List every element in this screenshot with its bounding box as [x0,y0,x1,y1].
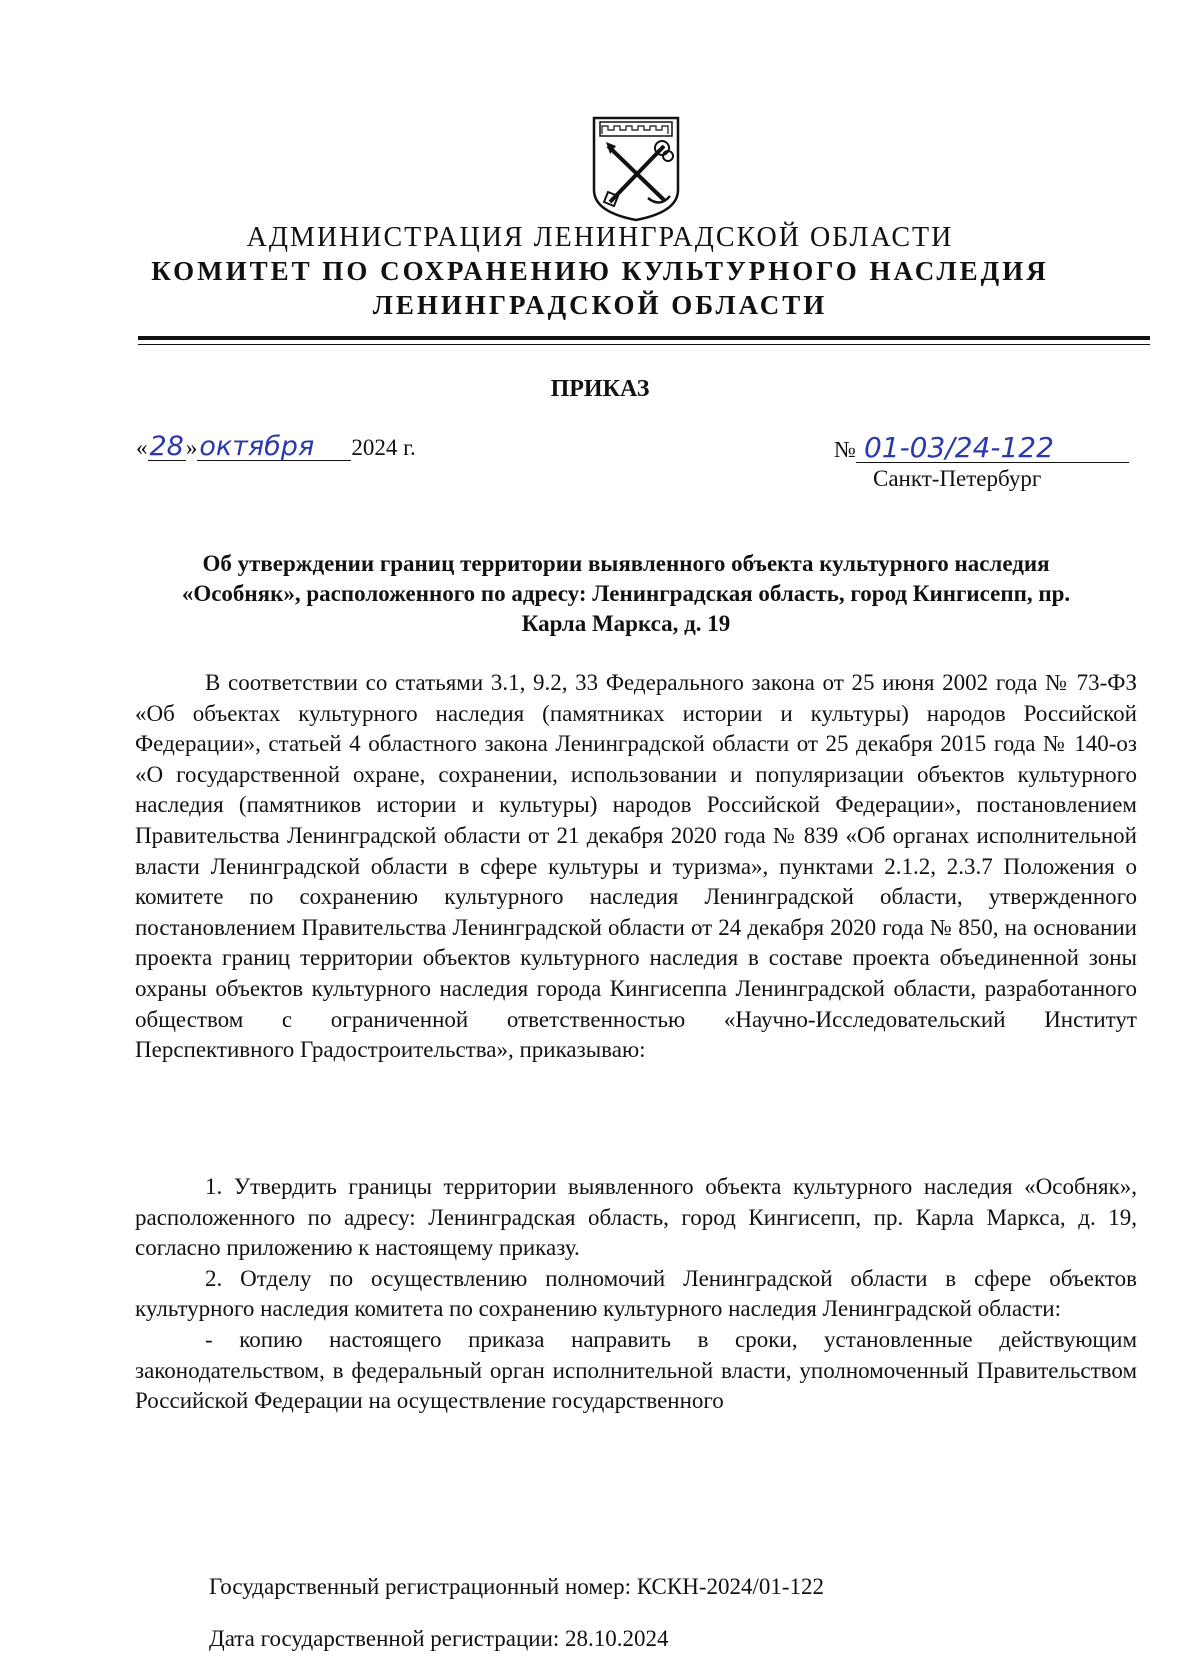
issue-city: Санкт-Петербург [873,466,1042,491]
order-item-2-sub: - копию настоящего приказа направить в сроки, установленные действующим законодательством, в федеральный орган исполнительной власти, уполномоченный Правительством Российской Федерации на осуществление государственного [135,1326,1137,1414]
order-item-1: 1. Утвердить границы территории выявленного объекта культурного наследия «Особняк», расположенного по адресу: Ленинградская область, город Кингисепп, пр. Карла Маркса, д. 19, согласно приложению к настоящему приказу. [135,1174,1137,1261]
coat-of-arms-icon [588,112,684,224]
committee-name-line1: КОМИТЕТ ПО СОХРАНЕНИЮ КУЛЬТУРНОГО НАСЛЕДИЯ [151,256,1049,286]
registration-date: Дата государственной регистрации: 28.10.2024 [209,1626,669,1651]
header-divider-thick [138,336,1150,340]
order-date [136,431,416,462]
header-divider-thin [138,344,1150,345]
date-year: 2024 г. [351,435,416,460]
order-item-2: 2. Отделу по осуществлению полномочий Ленинградской области в сфере объектов культурного наследия комитета по сохранению культурного наследия Ленинградской области: [135,1265,1137,1322]
date-open-quote: « [136,435,148,460]
number-sign: № [834,437,856,462]
registration-number: Государственный регистрационный номер: КСКН-2024/01-122 [209,1574,825,1599]
date-close-quote: » [185,435,198,460]
preamble-paragraph [135,668,1137,1066]
date-day-handwritten: 28 [149,431,184,462]
committee-name-line2: ЛЕНИНГРАДСКОЙ ОБЛАСТИ [372,290,828,320]
preamble-text: В соответствии со статьями 3.1, 9.2, 33 Федерального закона от 25 июня 2002 года № 73-ФЗ «Об объектах культурного наследия (памятниках истории и культуры) народов Российской Федерации», статьей 4 областного закона Ленинградской области от 25 декабря 2015 года № 140-оз «О государственной охране, сохранении, использовании и популяризации объектов культурного наследия (памятников истории и культуры) народов Российской Федерации», постановлением Правительства Ленинградской области от 21 декабря 2020 года № 839 «Об органах исполнительной власти Ленинградской области в сфере культуры и туризма», пунктами 2.1.2, 2.3.7 Положения о комитете по сохранению культурного наследия Ленинградской области, утвержденного постановлением Правительства Ленинградской области от 24 декабря 2020 года № 850, на основании проекта границ территории объектов культурного наследия в составе проекта объединенной зоны охраны объектов культурного наследия города Кингисеппа Ленинградской области, разработанного обществом с ограниченной ответственностью «Научно-Исследовательский Институт Перспективного Градостроительства», приказываю: [135,670,1137,1063]
order-number-handwritten: 01-03/24-122 [856,434,1129,463]
order-items [135,1172,1137,1417]
order-number [834,431,1129,464]
order-heading: Об утверждении границ территории выявленного объекта культурного наследия «Особняк», расположенного по адресу: Ленинградская область, город Кингисепп, пр. Карла Маркса, д. 19 [181,551,1071,636]
document-type-title: ПРИКАЗ [550,376,650,402]
organization-name: АДМИНИСТРАЦИЯ ЛЕНИНГРАДСКОЙ ОБЛАСТИ [246,222,954,253]
date-month-handwritten: октября [197,434,351,461]
